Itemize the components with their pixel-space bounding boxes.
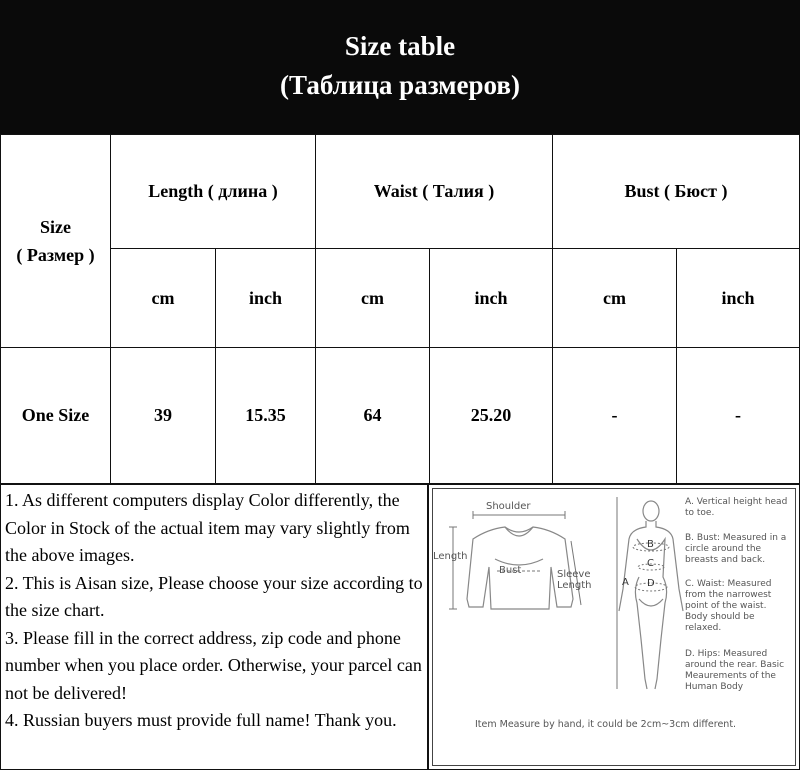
size-table bbox=[0, 134, 800, 484]
unit-header: cm bbox=[110, 248, 216, 348]
row-size-label: One Size bbox=[0, 347, 111, 484]
bust-header: Bust ( Бюст ) bbox=[552, 134, 800, 249]
marker-b: B bbox=[647, 539, 654, 550]
length-header: Length ( длина ) bbox=[110, 134, 316, 249]
legend-b bbox=[685, 533, 791, 566]
title-line-1: Size table bbox=[344, 31, 456, 61]
legend-c-text: Measured from the narrowest point of the waist. Body should be relaxed. bbox=[685, 579, 772, 633]
diagram-frame bbox=[432, 488, 796, 766]
sleeve-label-line1: Sleeve bbox=[557, 569, 591, 580]
legend-a: A. Vertical height head to toe. bbox=[685, 497, 788, 518]
size-header-label: Size bbox=[40, 217, 71, 237]
sleeve-label bbox=[557, 569, 592, 591]
unit-header: cm bbox=[552, 248, 677, 348]
size-header-label-ru: ( Размер ) bbox=[16, 245, 95, 265]
marker-a: A bbox=[622, 577, 629, 588]
unit-header: cm bbox=[315, 248, 430, 348]
title-banner bbox=[0, 0, 800, 134]
legend-c bbox=[685, 579, 791, 634]
bust-label: Bust bbox=[499, 565, 522, 576]
unit-header: inch bbox=[215, 248, 316, 348]
table-cell: 39 bbox=[110, 347, 216, 484]
sleeve-label-line2: Length bbox=[557, 580, 592, 591]
legend-d-title: D. Hips: bbox=[685, 649, 721, 659]
waist-header: Waist ( Талия ) bbox=[315, 134, 553, 249]
table-cell: - bbox=[552, 347, 677, 484]
legend-d-text: Measured around the rear. Basic Meaurements of the Human Body bbox=[685, 649, 785, 692]
table-cell: - bbox=[676, 347, 800, 484]
legend-d bbox=[685, 649, 791, 693]
length-label: Length bbox=[433, 551, 468, 562]
note-item: 1. As different computers display Color differently, the Color in Stock of the actual item may vary slightly from the above images. bbox=[5, 490, 410, 565]
measurement-diagram bbox=[428, 484, 800, 770]
notes-panel bbox=[0, 484, 428, 770]
table-cell: 64 bbox=[315, 347, 430, 484]
diagram-footnote: Item Measure by hand, it could be 2cm~3cm different. bbox=[475, 719, 737, 730]
table-cell: 25.20 bbox=[429, 347, 553, 484]
legend-b-title: B. Bust: bbox=[685, 533, 721, 543]
shoulder-label: Shoulder bbox=[486, 501, 531, 512]
table-cell: 15.35 bbox=[215, 347, 316, 484]
note-item: 4. Russian buyers must provide full name! Thank you. bbox=[5, 710, 397, 730]
marker-d: D bbox=[647, 578, 655, 589]
note-item: 3. Please fill in the correct address, zip code and phone number when you place order. Otherwise, your parcel can not be delivered! bbox=[5, 627, 422, 703]
marker-c: C bbox=[647, 558, 654, 569]
note-item: 2. This is Aisan size, Please choose your size according to the size chart. bbox=[5, 572, 423, 620]
unit-header: inch bbox=[429, 248, 553, 348]
title-line-2: (Таблица размеров) bbox=[280, 70, 520, 100]
legend-c-title: C. Waist: bbox=[685, 579, 725, 589]
size-header bbox=[0, 134, 111, 348]
unit-header: inch bbox=[676, 248, 800, 348]
legend-b-text: Measured in a circle around the breasts and back. bbox=[685, 533, 787, 565]
